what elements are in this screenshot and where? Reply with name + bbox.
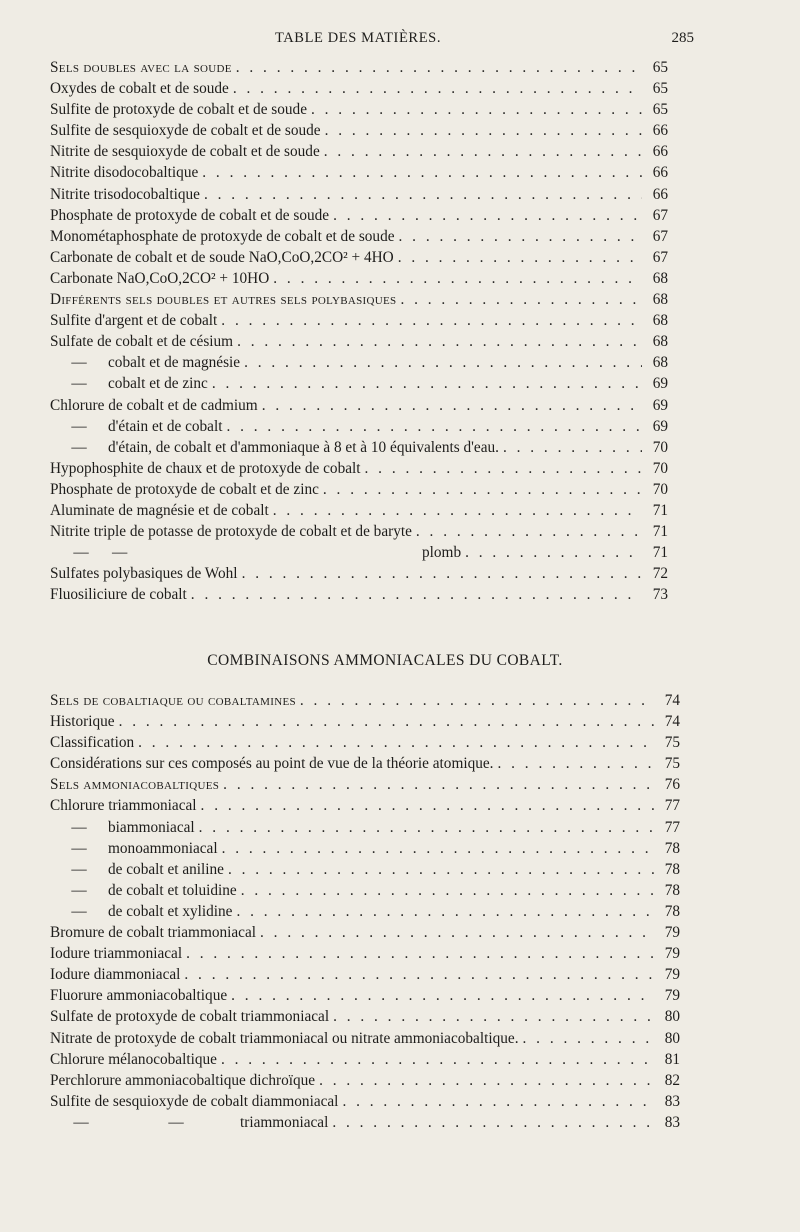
dot-leader	[323, 479, 642, 500]
toc-entry	[50, 880, 680, 901]
toc-entry-title: Carbonate NaO,CoO,2CO² + 10HO	[50, 269, 270, 287]
toc-page-number: 74	[664, 713, 680, 731]
toc-page-number: 78	[664, 881, 680, 899]
dot-leader	[212, 373, 642, 394]
toc-entry-title: Sulfite d'argent et de cobalt	[50, 312, 218, 330]
toc-entry-title: de cobalt et toluidine	[108, 881, 237, 899]
dot-leader	[503, 437, 642, 458]
toc-entry	[50, 373, 668, 394]
ditto-dash: —	[71, 417, 87, 435]
ditto-dash: —	[71, 375, 87, 393]
toc-entry	[50, 1028, 680, 1049]
dot-leader	[273, 500, 642, 521]
toc-page-number: 72	[652, 565, 668, 583]
toc-page-number: 77	[664, 818, 680, 836]
toc-section-2	[50, 690, 680, 1133]
dot-leader	[242, 563, 642, 584]
dot-leader	[523, 1028, 654, 1049]
toc-page-number: 79	[664, 924, 680, 942]
toc-entry	[50, 795, 680, 816]
ditto-dash: —	[71, 839, 87, 857]
toc-entry-title: Nitrite de sesquioxyde de cobalt et de soude	[50, 143, 320, 161]
toc-entry	[50, 1070, 680, 1091]
toc-entry-title: Fluorure ammoniacobaltique	[50, 987, 228, 1005]
toc-entry-title: plomb	[422, 544, 462, 562]
toc-entry	[50, 563, 668, 584]
running-title: TABLE DES MATIÈRES.	[274, 30, 442, 46]
toc-entry-title: Aluminate de magnésie et de cobalt	[50, 501, 269, 519]
toc-page-number: 66	[652, 122, 668, 140]
dot-leader	[119, 711, 654, 732]
toc-entry-title: Historique	[50, 713, 115, 731]
dot-leader	[400, 289, 642, 310]
ditto-dash: —	[71, 818, 87, 836]
toc-page-number: 70	[652, 480, 668, 498]
toc-entry	[50, 99, 668, 120]
toc-page-number: 83	[664, 1113, 680, 1131]
ditto-dash: —	[73, 1113, 89, 1131]
toc-entry	[50, 289, 668, 310]
dot-leader	[221, 1049, 654, 1070]
toc-entry	[50, 184, 668, 205]
toc-entry	[50, 690, 680, 711]
toc-entry	[50, 205, 668, 226]
dot-leader	[236, 57, 642, 78]
toc-page-number: 70	[652, 459, 668, 477]
toc-page-number: 79	[664, 945, 680, 963]
toc-entry-title: Fluosiliciure de cobalt	[50, 586, 187, 604]
toc-entry-title: cobalt et de zinc	[108, 375, 208, 393]
dot-leader	[399, 226, 642, 247]
toc-entry-title: Sulfite de sesquioxyde de cobalt diammoniacal	[50, 1092, 339, 1110]
dot-leader	[191, 584, 642, 605]
ditto-dash: —	[71, 354, 87, 372]
toc-entry-title: de cobalt et aniline	[108, 860, 224, 878]
ditto-dash: —	[71, 860, 87, 878]
page-number: 285	[671, 30, 694, 46]
toc-page-number: 68	[652, 354, 668, 372]
toc-page-number: 71	[652, 544, 668, 562]
toc-entry-title: Nitrate de protoxyde de cobalt triammoniacal ou nitrate ammoniacobaltique.	[50, 1029, 519, 1047]
toc-page-number: 78	[664, 839, 680, 857]
toc-entry	[50, 521, 668, 542]
toc-page-number: 68	[652, 291, 668, 309]
toc-entry	[50, 416, 668, 437]
dot-leader	[273, 268, 642, 289]
toc-entry-title: Oxydes de cobalt et de soude	[50, 80, 229, 98]
toc-page-number: 77	[664, 797, 680, 815]
toc-entry	[50, 859, 680, 880]
toc-entry	[50, 1091, 680, 1112]
toc-page-number: 66	[652, 164, 668, 182]
toc-page-number: 66	[652, 143, 668, 161]
toc-page-number: 81	[664, 1050, 680, 1068]
toc-page-number: 69	[652, 417, 668, 435]
toc-entry	[50, 901, 680, 922]
toc-page-number: 69	[652, 375, 668, 393]
toc-entry-title: Nitrite trisodocobaltique	[50, 185, 200, 203]
toc-entry	[50, 753, 680, 774]
toc-entry	[50, 985, 680, 1006]
toc-entry	[50, 226, 668, 247]
toc-entry	[50, 1112, 680, 1133]
toc-page-number: 73	[652, 586, 668, 604]
toc-entry-title: Sels ammoniacobaltiques	[50, 776, 220, 794]
toc-page-number: 80	[664, 1008, 680, 1026]
toc-entry	[50, 943, 680, 964]
ditto-dash: —	[168, 1113, 184, 1131]
toc-entry-title: Monométaphosphate de protoxyde de cobalt et de soude	[50, 227, 395, 245]
toc-page-number: 82	[664, 1071, 680, 1089]
dot-leader	[201, 795, 654, 816]
toc-page-number: 65	[652, 80, 668, 98]
toc-entry	[50, 57, 668, 78]
toc-entry-title: Iodure triammoniacal	[50, 945, 183, 963]
toc-page-number: 75	[664, 734, 680, 752]
toc-entry-title: Bromure de cobalt triammoniacal	[50, 924, 257, 942]
toc-page-number: 67	[652, 227, 668, 245]
toc-entry	[50, 732, 680, 753]
toc-entry	[50, 479, 668, 500]
toc-page-number: 78	[664, 902, 680, 920]
toc-entry-title: Nitrite triple de potasse de protoxyde de cobalt et de baryte	[50, 523, 412, 541]
dot-leader	[222, 838, 654, 859]
toc-page-number: 75	[664, 755, 680, 773]
toc-entry-title: Considérations sur ces composés au point de vue de la théorie atomique.	[50, 755, 494, 773]
toc-page-number: 66	[652, 185, 668, 203]
dot-leader	[333, 1006, 654, 1027]
toc-entry-title: Différents sels doubles et autres sels polybasiques	[50, 291, 397, 309]
ditto-dash: —	[71, 438, 87, 456]
toc-entry	[50, 1049, 680, 1070]
toc-entry	[50, 542, 668, 563]
dot-leader	[332, 1112, 654, 1133]
section-heading: COMBINAISONS AMMONIACALES DU COBALT.	[207, 652, 563, 669]
toc-entry	[50, 268, 668, 289]
toc-page-number: 65	[652, 59, 668, 76]
toc-entry-title: Classification	[50, 734, 135, 752]
toc-entry-title: Chlorure mélanocobaltique	[50, 1050, 217, 1068]
toc-entry	[50, 458, 668, 479]
dot-leader	[324, 141, 642, 162]
ditto-dash: —	[71, 902, 87, 920]
dot-leader	[226, 416, 642, 437]
toc-page-number: 67	[652, 206, 668, 224]
toc-entry-title: d'étain, de cobalt et d'ammoniaque à 8 et à 10 équivalents d'eau.	[108, 438, 499, 456]
toc-entry-title: Phosphate de protoxyde de cobalt et de soude	[50, 206, 330, 224]
dot-leader	[498, 753, 655, 774]
toc-entry	[50, 584, 668, 605]
dot-leader	[202, 162, 642, 183]
toc-entry	[50, 711, 680, 732]
toc-page-number: 80	[664, 1029, 680, 1047]
toc-entry	[50, 331, 668, 352]
toc-entry	[50, 922, 680, 943]
toc-entry	[50, 437, 668, 458]
toc-entry-title: d'étain et de cobalt	[108, 417, 223, 435]
toc-page-number: 79	[664, 987, 680, 1005]
dot-leader	[186, 943, 654, 964]
toc-entry	[50, 395, 668, 416]
toc-entry	[50, 838, 680, 859]
toc-entry-title: biammoniacal	[108, 818, 195, 836]
toc-page-number: 78	[664, 860, 680, 878]
toc-entry	[50, 141, 668, 162]
dot-leader	[319, 1070, 654, 1091]
dot-leader	[221, 310, 642, 331]
dot-leader	[325, 120, 642, 141]
dot-leader	[333, 205, 642, 226]
toc-entry-title: cobalt et de magnésie	[108, 354, 241, 372]
dot-leader	[204, 184, 642, 205]
toc-entry-title: monoammoniacal	[108, 839, 218, 857]
toc-entry	[50, 247, 668, 268]
toc-entry-title: Chlorure triammoniacal	[50, 797, 197, 815]
dot-leader	[465, 542, 642, 563]
dot-leader	[262, 395, 642, 416]
toc-entry-title: Hypophosphite de chaux et de protoxyde de cobalt	[50, 459, 361, 477]
dot-leader	[260, 922, 654, 943]
dot-leader	[241, 880, 654, 901]
toc-entry	[50, 1006, 680, 1027]
toc-entry	[50, 78, 668, 99]
dot-leader	[184, 964, 654, 985]
toc-entry-title: Sulfates polybasiques de Wohl	[50, 565, 238, 583]
toc-page-number: 65	[652, 101, 668, 119]
dot-leader	[398, 247, 642, 268]
toc-entry-title: Chlorure de cobalt et de cadmium	[50, 396, 258, 414]
toc-entry-title: Sulfite de protoxyde de cobalt et de soude	[50, 101, 307, 119]
toc-page-number: 76	[664, 776, 680, 794]
toc-entry-title: Sels de cobaltiaque ou cobaltamines	[50, 692, 296, 709]
dot-leader	[342, 1091, 654, 1112]
toc-page-number: 68	[652, 333, 668, 351]
toc-entry	[50, 774, 680, 795]
toc-entry-title: Perchlorure ammoniacobaltique dichroïque	[50, 1071, 316, 1089]
toc-entry	[50, 352, 668, 373]
toc-entry-title: triammoniacal	[240, 1113, 329, 1131]
dot-leader	[223, 774, 654, 795]
toc-entry-title: Phosphate de protoxyde de cobalt et de zinc	[50, 480, 319, 498]
dot-leader	[311, 99, 642, 120]
dot-leader	[236, 901, 654, 922]
toc-entry-title: Sulfate de cobalt et de césium	[50, 333, 234, 351]
toc-page-number: 71	[652, 501, 668, 519]
toc-entry-title: de cobalt et xylidine	[108, 902, 233, 920]
dot-leader	[228, 859, 654, 880]
toc-page-number: 68	[652, 312, 668, 330]
ditto-dash: —	[71, 881, 87, 899]
toc-page-number: 70	[652, 438, 668, 456]
toc-entry-title: Sulfate de protoxyde de cobalt triammoniacal	[50, 1008, 330, 1026]
dot-leader	[138, 732, 654, 753]
toc-entry-title: Carbonate de cobalt et de soude NaO,CoO,2CO² + 4HO	[50, 248, 394, 266]
dot-leader	[237, 331, 642, 352]
toc-entry	[50, 310, 668, 331]
dot-leader	[244, 352, 642, 373]
toc-entry-title: Iodure diammoniacal	[50, 966, 181, 984]
toc-entry	[50, 120, 668, 141]
toc-entry	[50, 162, 668, 183]
dot-leader	[231, 985, 654, 1006]
toc-page-number: 69	[652, 396, 668, 414]
dot-leader	[416, 521, 642, 542]
dot-leader	[233, 78, 642, 99]
ditto-dash: —	[73, 544, 89, 562]
dot-leader	[365, 458, 642, 479]
dot-leader	[300, 690, 654, 711]
dot-leader	[199, 817, 654, 838]
toc-entry-title: Nitrite disodocobaltique	[50, 164, 199, 182]
toc-entry	[50, 964, 680, 985]
toc-page-number: 67	[652, 248, 668, 266]
toc-page-number: 83	[664, 1092, 680, 1110]
toc-entry	[50, 817, 680, 838]
toc-entry-title: Sels doubles avec la soude	[50, 59, 232, 76]
toc-page-number: 79	[664, 966, 680, 984]
toc-page-number: 74	[664, 692, 680, 709]
toc-section-1	[50, 57, 668, 605]
toc-page-number: 68	[652, 269, 668, 287]
toc-entry-title: Sulfite de sesquioxyde de cobalt et de soude	[50, 122, 321, 140]
toc-page-number: 71	[652, 523, 668, 541]
toc-entry	[50, 500, 668, 521]
ditto-dash: —	[112, 544, 128, 562]
